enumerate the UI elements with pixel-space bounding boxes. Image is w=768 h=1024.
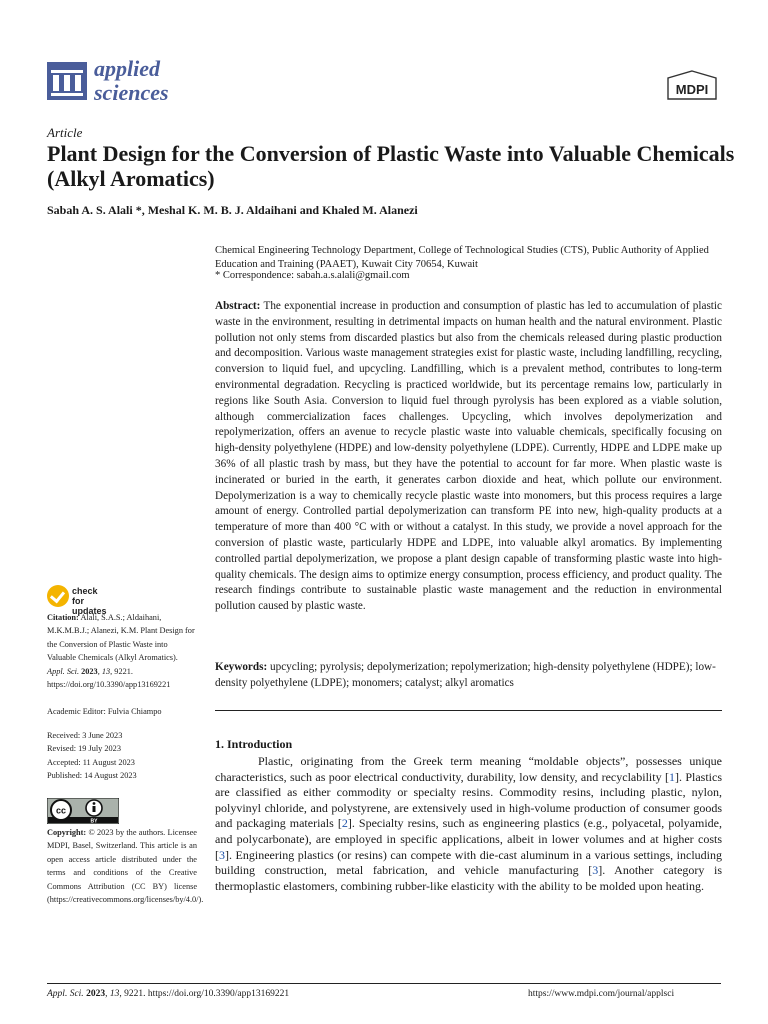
- keywords-text: upcycling; pyrolysis; depolymerization; repolymerization; high-density polyethylene (HDPE); low-density polyethylene (LDPE); monomers; catalyst; alkyl aromatics: [215, 661, 716, 689]
- article-title: Plant Design for the Conversion of Plastic Waste into Valuable Chemicals (Alkyl Aromatics): [47, 141, 735, 191]
- copyright-text: © 2023 by the authors. Licensee MDPI, Basel, Switzerland. This article is an open access article distributed under the terms and conditions of the Creative Commons Attribution (CC BY) license (https://creativecommons.org/licenses/by/4.0/).: [47, 828, 204, 905]
- abstract-label: Abstract:: [215, 300, 261, 312]
- journal-name: [94, 57, 169, 105]
- keywords: [215, 660, 722, 692]
- check-label-line1: check for: [72, 586, 98, 606]
- citation-label: Citation:: [47, 613, 79, 622]
- date-received: Received: 3 June 2023: [47, 731, 123, 740]
- citation-journal: Appl. Sci.: [47, 666, 80, 676]
- footer-citation: Appl. Sci. 2023, 13, 9221. https://doi.org/10.3390/app13169221: [47, 989, 290, 999]
- reference-link[interactable]: 3: [219, 847, 225, 862]
- citation-year: 2023: [81, 666, 98, 676]
- correspondence: * Correspondence: sabah.a.s.alali@gmail.com: [215, 270, 410, 281]
- reference-link[interactable]: 3: [592, 863, 599, 878]
- journal-name-line2: sciences: [94, 80, 169, 105]
- footer-journal-url[interactable]: https://www.mdpi.com/journal/applsci: [528, 989, 675, 999]
- reference-link[interactable]: 1: [668, 769, 675, 784]
- citation-doi: , 9221. https://doi.org/10.3390/app13169221: [47, 666, 171, 690]
- footer-divider: [47, 983, 721, 984]
- citation-block: Citation: Alali, S.A.S.; Aldaihani, M.K.M.B.J.; Alanezi, K.M. Plant Design for the Conversion of Plastic Waste into Valuable Chemicals (Alkyl Aromatics). Appl. Sci. 2023, 13, 9221. https://doi.org/10.3390/app13169221: [47, 613, 195, 690]
- reference-link[interactable]: 2: [341, 816, 348, 831]
- abstract: [215, 299, 722, 615]
- affiliation: Chemical Engineering Technology Department, College of Technological Studies (CTS), Public Authority of Applied Education and Training (PAAET), Kuwait City 70654, Kuwait: [215, 245, 709, 270]
- journal-logo-icon: [47, 62, 87, 100]
- keywords-label: Keywords:: [215, 661, 268, 673]
- citation-text: Alali, S.A.S.; Aldaihani, M.K.M.B.J.; Alanezi, K.M. Plant Design for the Conversion of Plastic Waste into Valuable Chemicals (Alkyl Aromatics).: [47, 613, 195, 663]
- journal-name-line1: applied: [94, 56, 160, 81]
- abstract-text: The exponential increase in production and consumption of plastic has led to accumulation of plastic waste in the environment, resulting in detrimental impacts on human health and the natural environment. Plastic pollution not only stems from discarded plastics but also from the chemicals released during plastic production and decomposition. Various waste management strategies exist for plastic waste, including landfilling, recycling, conversion to liquid fuel, and upcycling. Landfilling, which is a prevalent method, contributes to long-term environmental degradation. Recycling is practiced worldwide, but its percentage remains low, particularly in regions like South Asia. Conversion to liquid fuel through pyrolysis has been explored as a viable solution, although commercialization faces challenges. Upcycling, which involves depolymerization and repolymerization, offers an avenue to recycle plastic waste into valuable chemicals, specifically focusing on high-density polyethylene (HDPE) and low-density polyethylene (LDPE). Currently, HDPE and LDPE make up 36% of all plastic trash by mass, but they have the potential to account for far more. When plastic waste is incinerated or buried in the earth, it generates carbon dioxide and heat, which pollute our environment. Depolymerization is a way to chemically recycle plastic waste into monomers, but this process requires a large amount of energy. Controlled partial depolymerization can transform PE into new, high-quality products at a temperature of more than 400 °C with or without a catalyst. In this study, we provide a novel approach for the conversion of plastic waste, particularly HDPE and LDPE, into valuable alkyl aromatics. By implementing controlled partial depolymerization, we propose a plant design capable of transforming plastic waste into high-quality chemicals. The design aims to optimize energy consumption, process efficiency, and product quality. The research findings contribute to sustainable plastic waste management and the reduction in environmental pollution caused by plastic waste.: [215, 300, 722, 613]
- publication-dates: [47, 729, 197, 783]
- copyright-notice: [47, 826, 204, 906]
- copyright-label: Copyright:: [47, 828, 87, 837]
- academic-editor: Academic Editor: Fulvia Chiampo: [47, 707, 162, 716]
- intro-paragraph: Plastic, originating from the Greek term meaning “moldable objects”, possesses unique characteristics, such as poor electrical conductivity, durability, low density, and recyclability [1]. Plastics are classified as either commodity or specialty resins. Commodity resins, including plastic, nylon, polyvinyl chloride, and polystyrene, are extensively used in high-volume production of consumer goods and packaging materials [2]. Specialty resins, such as engineering plastics (e.g., polyacetal, polyamide, and polycarbonate), are employed in specific applications, albeit in lower volumes and at higher costs [3]. Engineering plastics (or resins) can compete with die-cast aluminum in a various settings, including building construction, metal fabrication, and vehicle manufacturing [3]. Another category is thermoplastic elastomers, combining rubber-like elasticity with the ability to be molded upon heating.: [215, 754, 723, 893]
- mdpi-logo: [666, 70, 718, 100]
- date-revised: Revised: 19 July 2023: [47, 744, 121, 754]
- cc-label: BY: [90, 818, 98, 824]
- cc-license-icon[interactable]: [47, 798, 119, 824]
- section-title: 1. Introduction: [215, 737, 293, 751]
- date-accepted: Accepted: 11 August 2023: [47, 757, 135, 767]
- citation-volume: 13: [101, 666, 111, 676]
- svg-text:cc: cc: [55, 805, 67, 816]
- article-type: Article: [47, 125, 83, 140]
- publisher-name: MDPI: [675, 82, 709, 97]
- divider: [215, 710, 722, 711]
- date-published: Published: 14 August 2023: [47, 771, 137, 781]
- check-icon: [47, 585, 69, 607]
- author-list: Sabah A. S. Alali *, Meshal K. M. B. J. Aldaihani and Khaled M. Alanezi: [47, 203, 418, 217]
- check-label-line2: updates: [72, 606, 107, 616]
